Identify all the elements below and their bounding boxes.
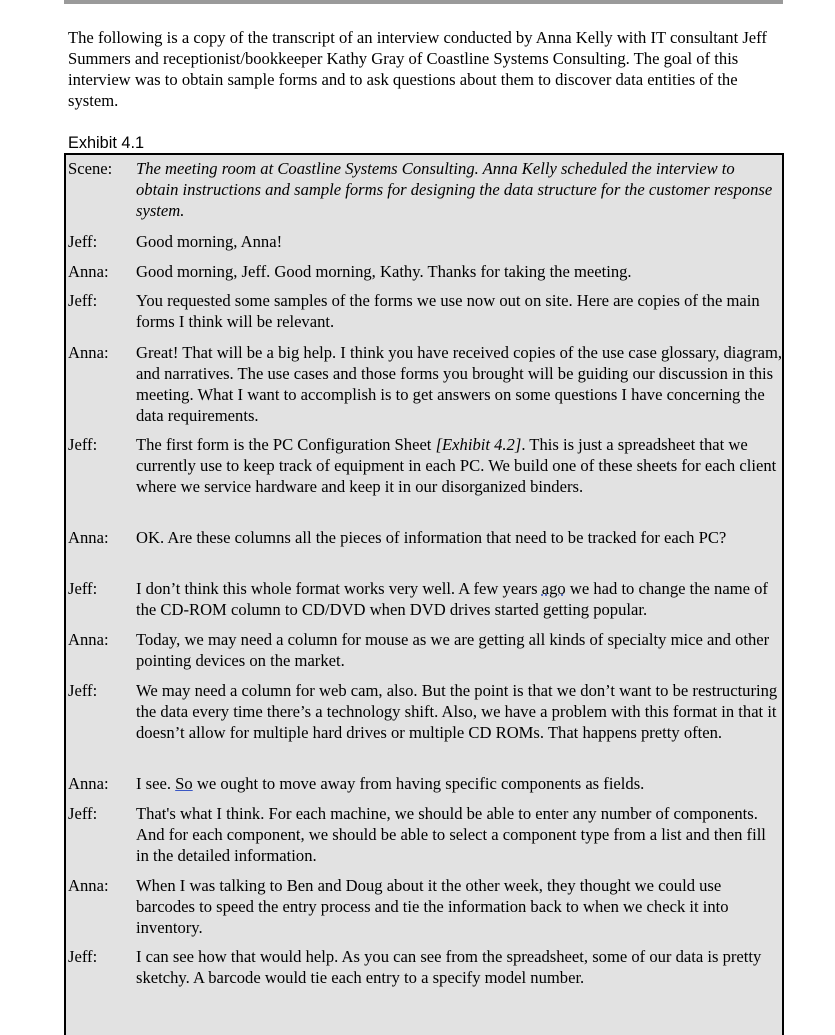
speaker-label: Jeff: <box>68 804 98 823</box>
speaker-label: Anna: <box>68 262 109 281</box>
speaker-label: Scene: <box>68 159 113 178</box>
transcript-box <box>64 153 784 1035</box>
speech-text-part: we ought to move away from having specific components as fields. <box>192 774 645 793</box>
speaker-label: Anna: <box>68 343 109 362</box>
speaker-label: Jeff: <box>68 435 98 454</box>
top-rule <box>64 0 783 4</box>
speech-text: Good morning, Anna! <box>136 232 283 251</box>
speaker-label: Jeff: <box>68 291 98 310</box>
speech-text: When I was talking to Ben and Doug about it the other week, they thought we could use barcodes to speed the entry process and tie the information back to when we check it into inventory. <box>136 876 729 937</box>
exhibit-reference: [Exhibit 4.2] <box>435 435 522 454</box>
speaker-label: Jeff: <box>68 232 98 251</box>
speech-text <box>136 434 780 497</box>
speaker-label: Jeff: <box>68 947 98 966</box>
speech-text: We may need a column for web cam, also. But the point is that we don’t want to be restructuring the data every time there’s a technology shift. Also, we have a problem with this format in that it doesn’t allow for multiple hard drives or multiple CD ROMs. That happens pretty often. <box>136 681 778 742</box>
scene-description: The meeting room at Coastline Systems Consulting. Anna Kelly scheduled the interview to obtain instructions and sample forms for designing the data structure for the customer response system. <box>136 159 773 220</box>
speech-text <box>136 578 780 620</box>
speaker-label: Jeff: <box>68 681 98 700</box>
speech-text-part: . This is just a spreadsheet that we currently use to keep track of equipment in each PC. We build one of these sheets for each client where we service hardware and keep it in our disorganized binders. <box>136 435 777 496</box>
speech-text: I can see how that would help. As you can see from the spreadsheet, some of our data is pretty sketchy. A barcode would tie each entry to a specify model number. <box>136 947 762 987</box>
speech-text: OK. Are these columns all the pieces of information that need to be tracked for each PC? <box>136 528 727 547</box>
speaker-label: Anna: <box>68 528 109 547</box>
speech-text-part: we had to change the name of the CD-ROM column to CD/DVD when DVD drives started getting popular. <box>136 579 768 619</box>
speech-text <box>136 773 780 794</box>
speech-text-part: I don’t think this whole format works very well. A few years <box>136 579 542 598</box>
speech-text: That's what I think. For each machine, we should be able to enter any number of components. And for each component, we should be able to select a component type from a list and then fill in the detailed information. <box>136 804 766 865</box>
speaker-label: Anna: <box>68 630 109 649</box>
exhibit-label: Exhibit 4.1 <box>68 134 145 152</box>
intro-paragraph: The following is a copy of the transcript of an interview conducted by Anna Kelly with IT consultant Jeff Summers and receptionist/bookkeeper Kathy Gray of Coastline Systems Consulting. The goal of this interview was to obtain sample forms and to ask questions about them to discover data entities of the system. <box>68 28 767 110</box>
grammar-marked-word: So <box>175 774 193 793</box>
speaker-label: Anna: <box>68 774 109 793</box>
speech-text: Today, we may need a column for mouse as we are getting all kinds of specialty mice and other pointing devices on the market. <box>136 630 770 670</box>
speech-text: You requested some samples of the forms we use now out on site. Here are copies of the main forms I think will be relevant. <box>136 291 760 331</box>
speaker-label: Jeff: <box>68 579 98 598</box>
speech-text-part: I see. <box>136 774 176 793</box>
speech-text: Great! That will be a big help. I think you have received copies of the use case glossary, diagram, and narratives. The use cases and those forms you brought will be guiding our discussion in this meeting. What I want to accomplish is to get answers on some questions I have concerning the data requirements. <box>136 343 783 425</box>
speaker-label: Anna: <box>68 876 109 895</box>
speech-text-part: The first form is the PC Configuration Sheet <box>136 435 436 454</box>
speech-text: Good morning, Jeff. Good morning, Kathy. Thanks for taking the meeting. <box>136 262 632 281</box>
grammar-marked-word: ago <box>541 579 566 598</box>
